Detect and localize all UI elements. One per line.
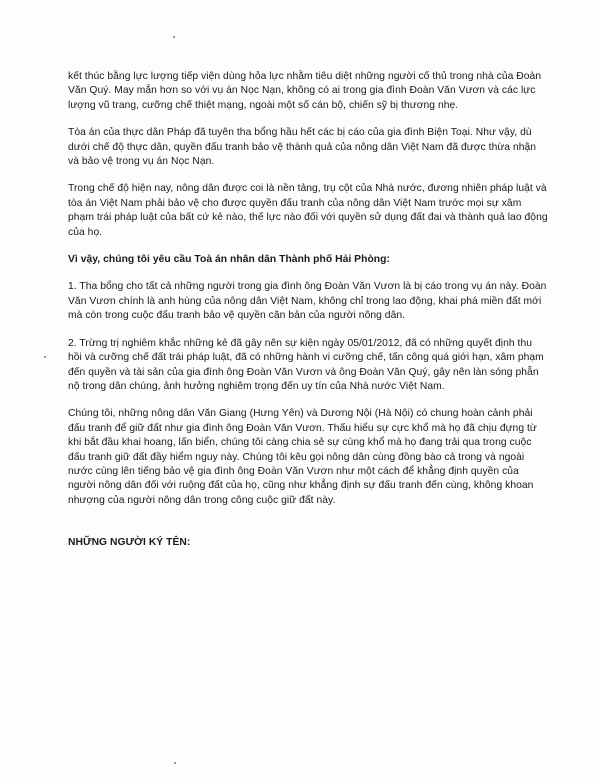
request-item: 2. Trừng trị nghiêm khắc những kẻ đã gây nên sự kiện ngày 05/01/2012, đã có những quyết định thu hồi và cưỡng chế đất trái pháp luật, đã có những hành vi cưỡng chế, tấn công quá giới hạn, xâm phạm đến quyền và tài sản của gia đình ông Đoàn Văn Vươn và ông Đoàn Văn Quý, gây nên làn sóng phẫn nộ trong dân chúng, ảnh hưởng nghiêm trọng đến uy tín của Nhà nước Việt Nam. [68,337,544,392]
paragraph: Tòa án của thực dân Pháp đã tuyên tha bổng hầu hết các bị cáo của gia đình Biện Toại. Như vậy, dù dưới chế độ thực dân, quyền đấu tranh bảo vệ thành quả của nông dân Việt Nam đã được thừa nhận và bảo vệ trong vụ án Nọc Nạn. [68,127,537,168]
scan-speck [173,36,175,38]
paragraph: Trong chế độ hiện nay, nông dân được coi là nền tảng, trụ cột của Nhà nước, đương nhiên pháp luật và tòa án Việt Nam phải bảo vệ cho được quyền đấu tranh của nông dân Việt Nam trước mọi sự xâm phạm trái pháp luật của bất cứ kẻ nào, thế lực nào đối với quyền sử dụng đất đai và thành quả lao động của họ. [68,183,548,238]
scan-speck [174,762,176,764]
paragraph: kết thúc bằng lực lượng tiếp viện dùng hỏa lực nhằm tiêu diệt những người cố thủ trong nhà của Đoàn Văn Quý. May mắn hơn so với vụ án Nọc Nạn, không có ai trong gia đình Đoàn Văn Vươn và các lực lượng vũ trang, cưỡng chế thiệt mạng, ngoài một số cán bộ, chiến sỹ bị thương nhẹ. [68,71,542,111]
request-item: 1. Tha bổng cho tất cả những người trong gia đình ông Đoàn Văn Vươn là bị cáo trong vụ án này. Đoàn Văn Vươn chính là anh hùng của nông dân Việt Nam, không chỉ trong lao động, khai phá miền đất mới mà còn trong cuộc đấu tranh bảo vệ quyền căn bản của người nông dân. [68,281,547,322]
scan-speck [44,356,46,358]
document-body [68,70,548,561]
request-heading: Vì vậy, chúng tôi yêu cầu Toà án nhân dân Thành phố Hải Phòng: [68,254,390,266]
closing-paragraph: Chúng tôi, những nông dân Văn Giang (Hưng Yên) và Dương Nội (Hà Nội) có chung hoàn cảnh phải đấu tranh để giữ đất như gia đình ông Đoàn Văn Vươn. Thấu hiểu sự cực khổ mà họ đã chịu đựng từ khi bắt đầu khai hoang, lấn biển, chúng tôi càng chia sẻ sự cùng khổ mà họ đang trải qua trong cuộc đấu tranh giữ đất đầy hiểm nguy này. Chúng tôi kêu gọi nông dân cùng đồng bào cả trong và ngoài nước cùng lên tiếng bảo vệ gia đình ông Đoàn Văn Vươn như một cách để khẳng định quyền của người nông dân đối với ruộng đất của họ, cũng như khẳng định sự đấu tranh đến cùng, không khoan nhượng của người nông dân trong công cuộc giữ đất này. [68,408,537,506]
signers-heading: NHỮNG NGƯỜI KÝ TÊN: [68,537,191,549]
